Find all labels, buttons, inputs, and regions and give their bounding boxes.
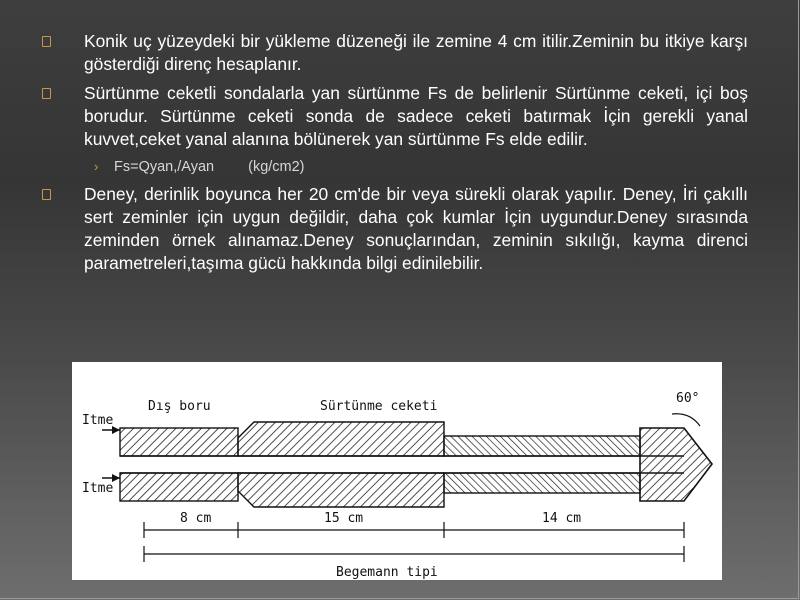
formula-expression: Fs=Qyan,/Ayan <box>114 159 215 175</box>
figure-caption: Begemann tipi <box>336 565 438 580</box>
paragraph-text: Deney, derinlik boyunca her 20 cm'de bir veya sürekli olarak yapılır. Deney, İri çakıllı sert zeminler için uygun değildir, daha çok kumlar İçin uygundur.Deney sırasında zeminden örnek alınamaz.Deney sonuçlarından, zeminin sıkılığı, kayma direnci parametreleri,taşıma gücü hakkında bilgi edinilebilir. <box>84 184 748 273</box>
bullet-icon <box>42 36 51 47</box>
cone-shaft <box>444 436 640 493</box>
outer-tube <box>120 428 238 501</box>
dimension-label-3: 14 cm <box>542 511 582 526</box>
push-label-bottom: Itme <box>82 481 114 496</box>
formula-unit: (kg/cm2) <box>248 159 305 175</box>
friction-sleeve-label: Sürtünme ceketi <box>320 399 438 414</box>
dimension-lines <box>144 522 684 562</box>
cone-angle-label: 60° <box>676 391 700 406</box>
formula-line <box>38 157 748 177</box>
paragraph-3 <box>38 183 748 275</box>
cone-tip <box>640 428 712 501</box>
begemann-probe-figure <box>72 362 722 580</box>
paragraph-text: Sürtünme ceketli sondalarla yan sürtünme Fs de belirlenir Sürtünme ceketi, içi boş borudur. Sürtünme ceketi sonda de sadece ceketi batırmak İçin gerekli yanal kuvvet,ceket yanal alanına bölünerek yan sürtünme Fs elde edilir. <box>84 83 748 149</box>
bullet-icon <box>42 189 51 200</box>
push-arrows <box>102 426 120 482</box>
dimension-label-1: 8 cm <box>180 511 212 526</box>
slide-content <box>38 30 748 281</box>
chevron-right-icon: › <box>94 159 99 174</box>
push-label-top: Itme <box>82 413 114 428</box>
paragraph-2 <box>38 82 748 151</box>
angle-arc <box>672 414 700 426</box>
dimension-label-2: 15 cm <box>324 511 364 526</box>
outer-tube-label: Dış boru <box>148 399 211 414</box>
paragraph-1 <box>38 30 748 76</box>
paragraph-text: Konik uç yüzeydeki bir yükleme düzeneği ile zemine 4 cm itilir.Zeminin bu itkiye karşı gösterdiği direnç hesaplanır. <box>84 31 748 74</box>
bullet-icon <box>42 88 51 99</box>
inner-rod <box>120 456 684 473</box>
friction-sleeve <box>238 422 444 507</box>
probe-diagram <box>72 362 722 580</box>
